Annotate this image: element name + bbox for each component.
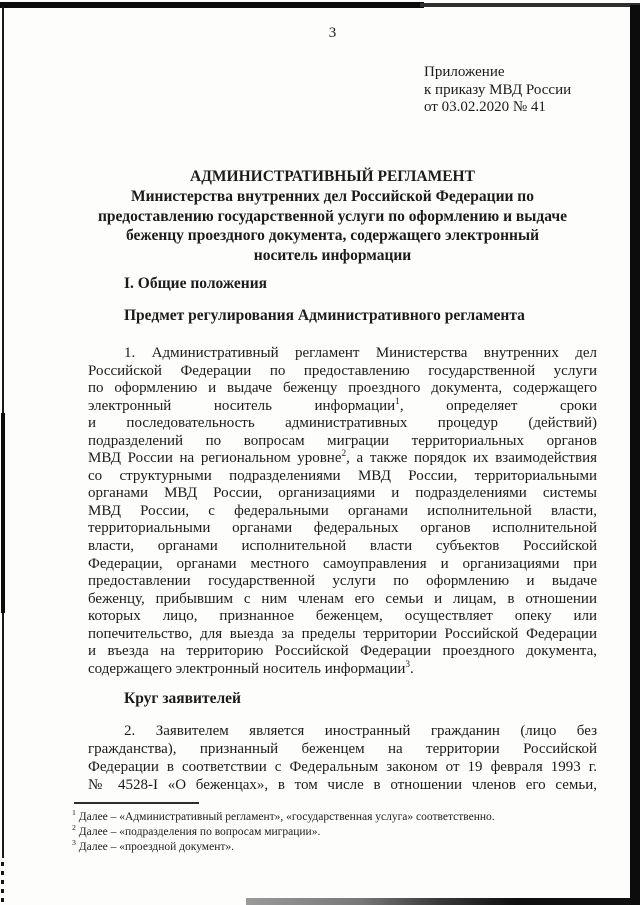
document-title-line: АДМИНИСТРАТИВНЫЙ РЕГЛАМЕНТ <box>190 168 475 185</box>
paragraph-1-line: и въезда на территорию Российской Федерации проездного документа, <box>88 643 597 660</box>
paragraph-1-line: территориальными органами федеральных органов исполнительной <box>88 520 597 537</box>
scan-border-top-right <box>420 3 640 7</box>
paragraph-1-line: подразделений по вопросам миграции территориальных органов <box>88 432 597 449</box>
paragraph-1-line: со структурными подразделениями МВД России, территориальными <box>88 467 597 484</box>
scan-border-top <box>0 2 424 8</box>
footnote-line: $^2$ Далее – «подразделения по вопросам миграции». <box>72 822 321 838</box>
footnotes-block <box>72 810 592 854</box>
paragraph-2-line: гражданства), признанный беженцем на территории Российской <box>88 741 597 758</box>
paragraph-2-line: № 4528-I «О беженцах», в том числе в отношении членов его семьи, <box>88 777 597 794</box>
document-title-line: носитель информации <box>253 247 412 265</box>
paragraph-1-line: Российской Федерации по предоставлению государственной услуги <box>88 362 597 379</box>
footnote-line: $^3$ Далее – «проездной документ». <box>72 837 234 853</box>
footnote-line: $^1$ Далее – «Административный регламент», «государственная услуга» соответственно. <box>72 808 495 823</box>
footnote-separator <box>74 802 199 804</box>
document-title-line: предоставлению государственной услуги по оформлению и выдаче <box>98 207 567 225</box>
scan-border-right <box>630 5 640 905</box>
paragraph-1-line: МВД России, с федеральными органами исполнительной власти, <box>88 502 597 519</box>
paragraph-1-line: электронный носитель информации$^1$, определяет сроки <box>88 396 597 414</box>
page-number: 3 <box>328 25 337 41</box>
paragraph-1-line: и последовательность административных процедур (действий) <box>88 415 597 432</box>
subsection-heading-applicants: Круг заявителей <box>124 690 241 707</box>
paragraph-2 <box>88 722 597 794</box>
scan-border-bottom <box>246 898 630 905</box>
section-heading-general-provisions: I. Общие положения <box>124 275 268 292</box>
paragraph-2-line: Федерации в соответствии с Федеральным законом от 19 февраля 1993 г. <box>88 759 597 776</box>
document-title-line: Министерства внутренних дел Российской Федерации по <box>130 187 534 205</box>
paragraph-1-line: беженцу, прибывшим с ним членам его семьи и лицам, в отношении <box>88 590 597 607</box>
paragraph-1-line: по оформлению и выдаче беженцу проездного документа, содержащего <box>88 380 597 397</box>
paragraph-1-line: власти, органами исполнительной власти субъектов Российской <box>88 538 597 555</box>
subsection-heading-subject: Предмет регулирования Административного регламента <box>124 307 525 324</box>
document-title-line: беженцу проездного документа, содержащего электронный <box>125 227 540 245</box>
document-title <box>80 167 585 266</box>
paragraph-2-line: 2. Заявителем является иностранный гражданин (лицо без <box>124 723 597 739</box>
appendix-line: от 03.02.2020 № 41 <box>424 99 546 115</box>
scan-border-left-thick <box>1 413 5 613</box>
paragraph-1-line: содержащего электронный носитель информации$^3$. <box>88 659 414 677</box>
paragraph-1-line: 1. Административный регламент Министерства внутренних дел <box>124 345 597 361</box>
paragraph-1-line: попечительство, для выезда за пределы территории Российской Федерации <box>88 625 597 642</box>
paragraph-1-line: МВД России на региональном уровне$^2$, а также порядок их взаимодействия <box>88 449 597 467</box>
appendix-line: к приказу МВД России <box>424 81 572 98</box>
paragraph-1-line: предоставлении государственной услуги по оформлению и выдаче <box>88 573 597 590</box>
paragraph-1-line: которых лицо, признанное беженцем, осуществляет опеку или <box>88 608 597 625</box>
appendix-line: Приложение <box>424 64 505 80</box>
paragraph-1-line: Федерации, органами местного самоуправления и организациями при <box>88 555 597 572</box>
paragraph-1 <box>88 345 597 678</box>
paragraph-1-line: органами МВД России, организациями и подразделениями системы <box>88 485 597 502</box>
scan-border-left-dashes <box>1 862 4 902</box>
appendix-block <box>424 64 571 117</box>
